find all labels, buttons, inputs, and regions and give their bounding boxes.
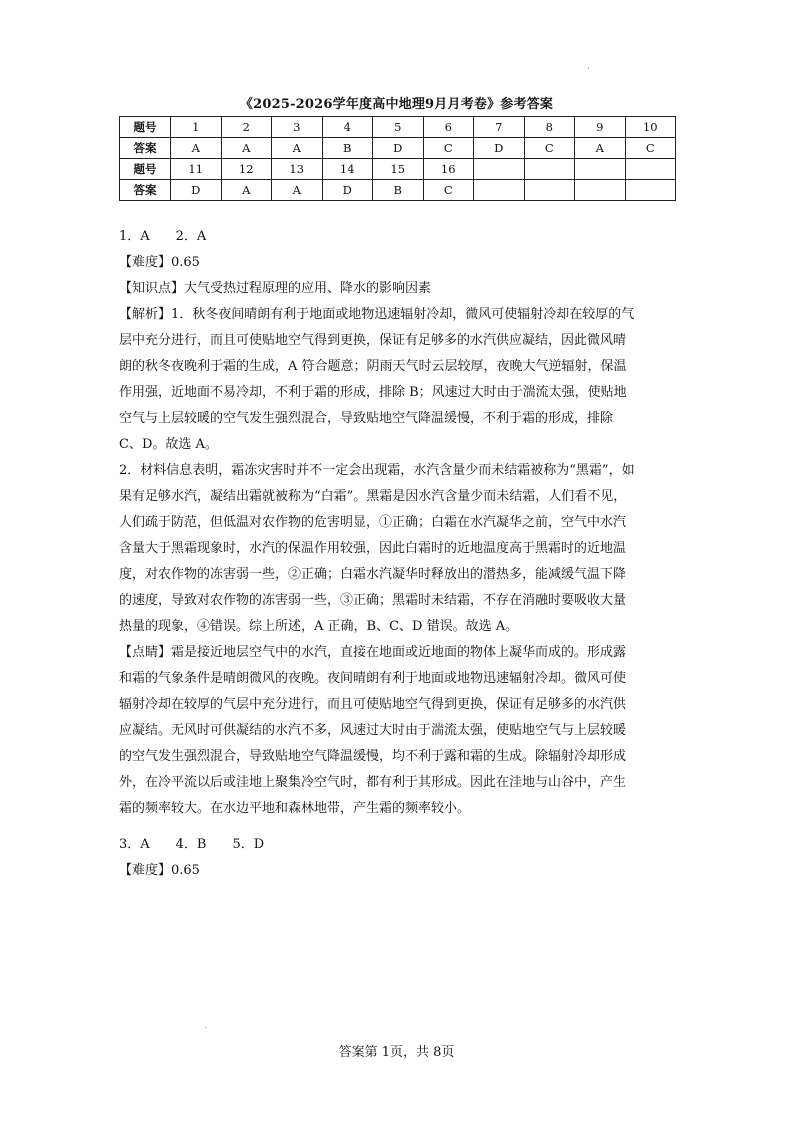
answer-cell: A [575, 138, 626, 159]
analysis-text-line: 【解析】1．秋冬夜间晴朗有利于地面或地物迅速辐射冷却，微风可使辐射冷却在较厚的气 [119, 307, 635, 322]
table-row-answers-1 [120, 138, 676, 159]
answer-cell: C [423, 180, 474, 201]
answer-cell: A [221, 138, 272, 159]
scan-dot [205, 1027, 206, 1028]
empty-cell [575, 180, 626, 201]
analysis-text-line: C、D。故选 A。 [119, 437, 218, 452]
analysis-text-line: 空气与上层较暖的空气发生强烈混合，导致贴地空气降温缓慢，不利于霜的形成，排除 [119, 411, 614, 426]
answer-cell: A [272, 180, 323, 201]
analysis-text-line: 2．材料信息表明，霜冻灾害时并不一定会出现霜，水汽含量少而未结霜被称为“黑霜”，如 [119, 463, 635, 478]
answer-cell: A [221, 180, 272, 201]
knowledge-point-line: 【知识点】大气受热过程原理的应用、降水的影响因素 [119, 281, 432, 296]
empty-cell [575, 159, 626, 180]
difficulty-line: 【难度】0.65 [119, 863, 200, 878]
question-number-cell: 5 [373, 117, 424, 138]
question-number-cell: 9 [575, 117, 626, 138]
header-cell-question: 题号 [120, 159, 171, 180]
empty-cell [625, 180, 676, 201]
question-number-cell: 16 [423, 159, 474, 180]
key-point-text-line: 【点睛】霜是接近地层空气中的水汽，直接在地面或近地面的物体上凝华而成的。形成露 [119, 645, 627, 660]
analysis-text-line: 人们疏于防范，但低温对农作物的危害明显，①正确；白霜在水汽凝华之前，空气中水汽 [119, 515, 627, 530]
question-number-cell: 10 [625, 117, 676, 138]
key-point-text-line: 霜的频率较大。在水边平地和森林地带，产生霜的频率较小。 [119, 801, 471, 816]
answer-cell: D [373, 138, 424, 159]
table-row-answers-2 [120, 180, 676, 201]
answer-cell: C [625, 138, 676, 159]
question-number-cell: 3 [272, 117, 323, 138]
question-number-cell: 1 [171, 117, 222, 138]
header-cell-answer: 答案 [120, 180, 171, 201]
difficulty-line: 【难度】0.65 [119, 255, 200, 270]
question-number-cell: 13 [272, 159, 323, 180]
key-point-text-line: 辐射冷却在较厚的气层中充分进行，而且可使贴地空气得到更换，保证有足够多的水汽供 [119, 697, 627, 712]
answer-summary-line: 3．A 4．B 5．D [119, 837, 265, 852]
question-number-cell: 8 [524, 117, 575, 138]
analysis-text-line: 果有足够水汽，凝结出霜就被称为“白霜”。黑霜是因水汽含量少而未结霜，人们看不见， [119, 489, 627, 504]
answer-table [119, 116, 676, 201]
empty-cell [474, 159, 525, 180]
empty-cell [474, 180, 525, 201]
question-number-cell: 6 [423, 117, 474, 138]
empty-cell [625, 159, 676, 180]
scan-dot [588, 68, 589, 69]
table-row-numbers-1 [120, 117, 676, 138]
analysis-text-line: 朗的秋冬夜晚利于霜的生成，A 符合题意；阴雨天气时云层较厚，夜晚大气逆辐射，保温 [119, 359, 627, 374]
question-number-cell: 11 [171, 159, 222, 180]
answer-cell: A [171, 138, 222, 159]
empty-cell [524, 159, 575, 180]
page-title: 《2025-2026学年度高中地理9月月考卷》参考答案 [239, 97, 554, 112]
page-footer: 答案第 1页，共 8页 [338, 1045, 455, 1060]
answer-explanations [119, 224, 675, 884]
analysis-text-line: 作用强，近地面不易冷却，不利于霜的形成，排除 B；风速过大时由于湍流太强，使贴地 [119, 385, 627, 400]
question-number-cell: 15 [373, 159, 424, 180]
header-cell-question: 题号 [120, 117, 171, 138]
answer-cell: D [171, 180, 222, 201]
table-row-numbers-2 [120, 159, 676, 180]
answer-cell: B [373, 180, 424, 201]
question-number-cell: 2 [221, 117, 272, 138]
header-cell-answer: 答案 [120, 138, 171, 159]
answer-cell: D [474, 138, 525, 159]
key-point-text-line: 应凝结。无风时可供凝结的水汽不多，风速过大时由于湍流太强，使贴地空气与上层较暖 [119, 723, 627, 738]
empty-cell [524, 180, 575, 201]
question-number-cell: 4 [322, 117, 373, 138]
analysis-text-line: 含量大于黑霜现象时，水汽的保温作用较强，因此白霜时的近地温度高于黑霜时的近地温 [119, 541, 627, 556]
analysis-text-line: 的速度，导致对农作物的冻害弱一些，③正确；黑霜时未结霜，不存在消融时要吸收大量 [119, 593, 627, 608]
answer-summary-line: 1．A 2．A [119, 229, 207, 244]
analysis-text-line: 层中充分进行，而且可使贴地空气得到更换，保证有足够多的水汽供应凝结，因此微风晴 [119, 333, 627, 348]
analysis-text-line: 度，对农作物的冻害弱一些，②正确；白霜水汽凝华时释放出的潜热多，能减缓气温下降 [119, 567, 627, 582]
answer-cell: D [322, 180, 373, 201]
question-number-cell: 7 [474, 117, 525, 138]
answer-cell: C [524, 138, 575, 159]
key-point-text-line: 外，在冷平流以后或洼地上聚集冷空气时，都有利于其形成。因此在洼地与山谷中，产生 [119, 775, 627, 790]
answer-cell: A [272, 138, 323, 159]
question-number-cell: 12 [221, 159, 272, 180]
answer-cell: C [423, 138, 474, 159]
answer-cell: B [322, 138, 373, 159]
question-number-cell: 14 [322, 159, 373, 180]
key-point-text-line: 的空气发生强烈混合，导致贴地空气降温缓慢，均不利于露和霜的生成。除辐射冷却形成 [119, 749, 627, 764]
key-point-text-line: 和霜的气象条件是晴朗微风的夜晚。夜间晴朗有利于地面或地物迅速辐射冷却。微风可使 [119, 671, 627, 686]
analysis-text-line: 热量的现象，④错误。综上所述，A 正确，B、C、D 错误。故选 A。 [119, 619, 519, 634]
